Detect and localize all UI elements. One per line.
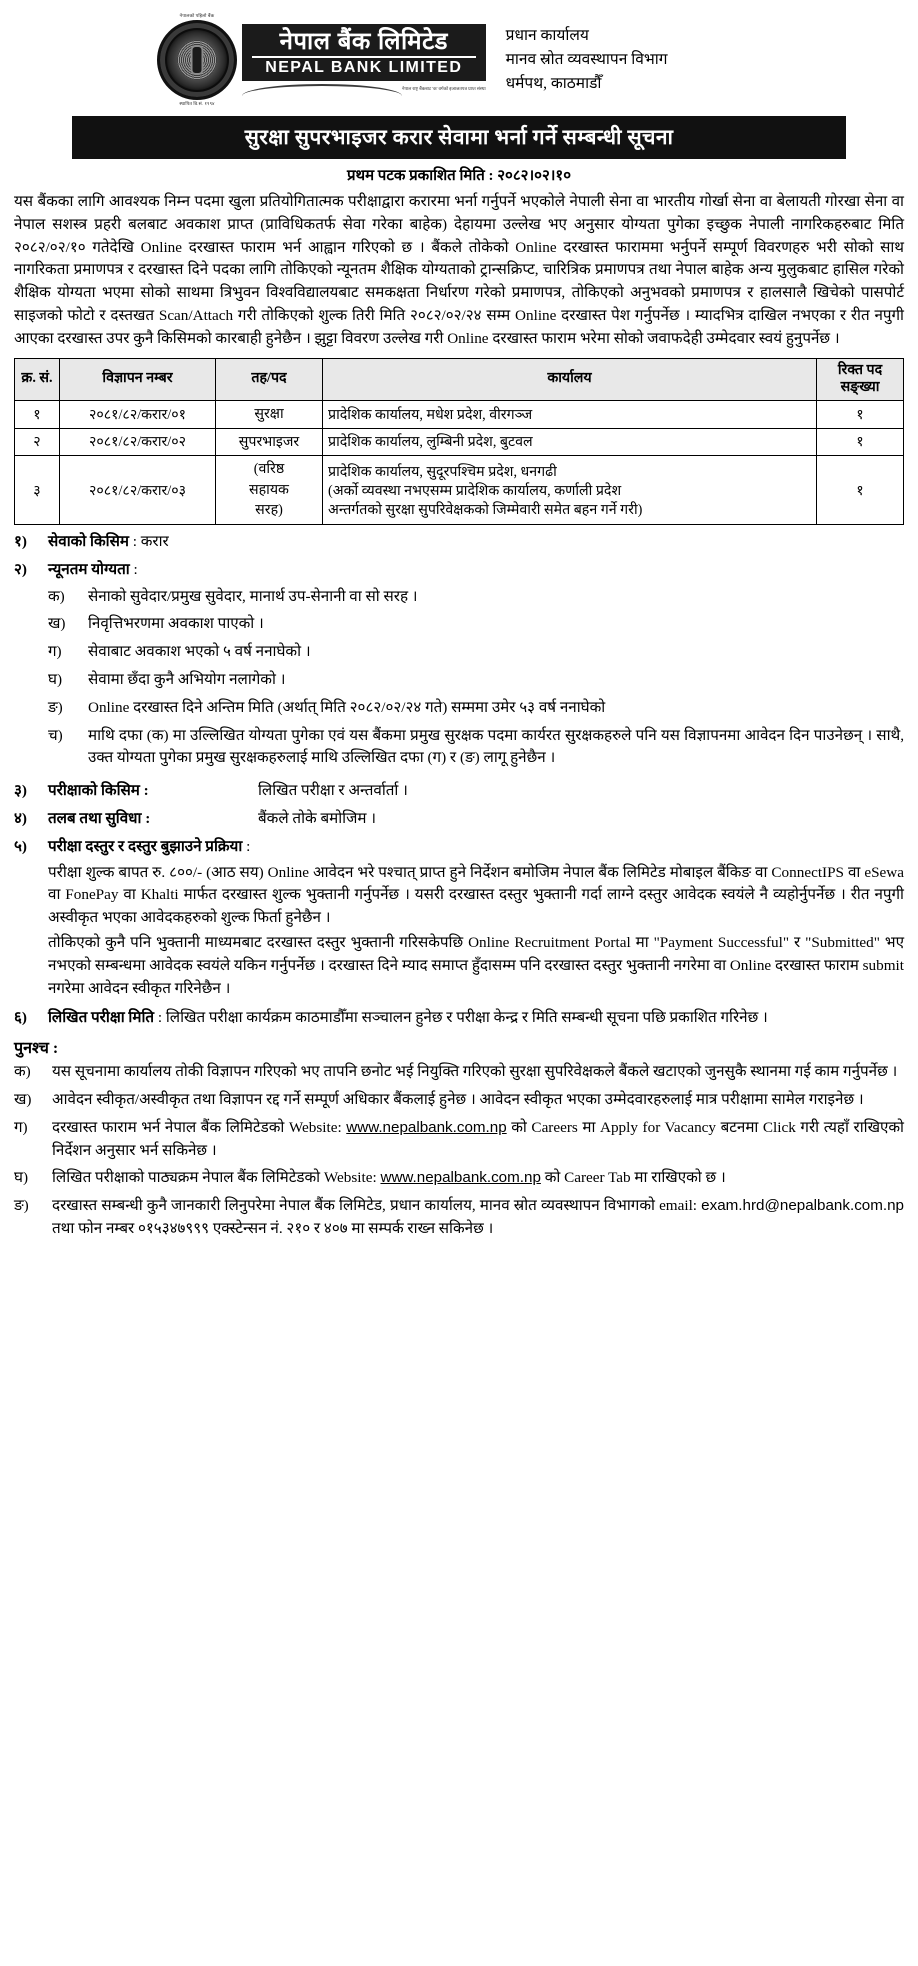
th-level-post: तह/पद bbox=[216, 358, 323, 401]
cell-post-suffix bbox=[216, 456, 323, 525]
item-body bbox=[48, 780, 904, 803]
item-body bbox=[48, 531, 904, 554]
th-office: कार्यालय bbox=[323, 358, 817, 401]
office-line-c: अन्तर्गतको सुरक्षा सुपरिवेक्षकको जिम्मेवारी समेत बहन गर्ने गरी) bbox=[328, 501, 643, 518]
postscript-list bbox=[14, 1061, 904, 1241]
wordmark-nepali: नेपाल बैंक लिमिटेड bbox=[279, 28, 449, 55]
intro-paragraph: यस बैंकका लागि आवश्यक निम्न पदमा खुला प्रतियोगितात्मक परीक्षाद्वारा करारमा भर्ना गर्नुपर्ने भएकोले नेपाली सेना वा भारतीय गोर्खा सेना वा बेलायती गोरखा सेना वा नेपाल सशस्त्र प्रहरी बलबाट अवकाश प्राप्त (प्राविधिकतर्फ सेवा गरेका बाहेक) देहायमा उल्लेख भए अनुसार योग्यता पुगेका इच्छुक नेपाली नागरिकहरुबाट मिति २०८२/०२/१० गतेदेखि Online दरखास्त फाराम भर्न आह्वान गरिएको छ । बैंकले तोकेको Online दरखास्त फाराममा भर्नुपर्ने सम्पूर्ण विवरणहरु भरी सोको साथ नागरिकता प्रमाणपत्र र दरखास्त दिने पदका लागि तोकिएको न्यूनतम शैक्षिक योग्यताको ट्रान्सक्रिप्ट, चारित्रिक प्रमाणपत्र तथा नेपाल बाहेक अन्य मुलुकबाट हासिल गरेको शैक्षिक योग्यता भएमा सोको साथमा त्रिभुवन विश्वविद्यालयबाट समकक्षता निर्धारण गरेको प्रमाणपत्र, तोकिएको अनुभवको प्रमाणपत्र र हालसालै खिचेको पासपोर्ट साइजको फोटो र दस्तखत Scan/Attach गरी तोकिएको शुल्क तिरी मिति २०८२/०२/२४ सम्म Online दरखास्त पेश गर्नुपर्नेछ । म्यादभित्र दाखिल नभएका र रीत नपुगी आएका दरखास्त उपर कुनै किसिमको कारबाही हुनेछैन । झुट्टा विवरण उल्लेख गरी Online दरखास्त फाराम भरेमा सोको जवाफदेही उम्मेदवार स्वयं हुनुपर्नेछ । bbox=[14, 193, 904, 347]
bank-logo bbox=[154, 12, 486, 108]
postscript-marker: क) bbox=[14, 1063, 31, 1081]
item-minimum-qualification bbox=[14, 559, 904, 775]
office-line-a: प्रादेशिक कार्यालय, सुदूरपश्चिम प्रदेश, धनगढी bbox=[328, 463, 557, 480]
th-vacancies: रिक्त पद सङ्ख्या bbox=[817, 358, 904, 401]
office-line-b: (अर्को व्यवस्था नभएसम्म प्रादेशिक कार्यालय, कर्णाली प्रदेश bbox=[328, 482, 622, 499]
cell-office: प्रादेशिक कार्यालय, लुम्बिनी प्रदेश, बुटवल bbox=[323, 428, 817, 456]
sub-text: सेनाको सुवेदार/प्रमुख सुवेदार, मानार्थ उप-सेनानी वा सो सरह । bbox=[88, 587, 418, 605]
cell-serial: १ bbox=[15, 401, 60, 429]
cell-serial: ३ bbox=[15, 456, 60, 525]
cell-post-line-1: सुरक्षा bbox=[216, 401, 323, 429]
item-separator: : bbox=[246, 837, 251, 855]
postscript-item bbox=[14, 1089, 904, 1112]
item-separator: : bbox=[143, 782, 149, 800]
office-line-1: प्रधान कार्यालय bbox=[505, 26, 589, 44]
logo-swoosh-icon bbox=[242, 84, 402, 96]
item-marker: २) bbox=[14, 560, 27, 578]
wordmark-english: NEPAL BANK LIMITED bbox=[265, 59, 463, 77]
cell-ad-number: २०८१/८२/करार/०३ bbox=[60, 456, 216, 525]
item-marker: ४) bbox=[14, 810, 27, 828]
wordmark-divider bbox=[252, 56, 476, 58]
item-key-wrap bbox=[48, 780, 258, 803]
item-key: परीक्षा दस्तुर र दस्तुर बुझाउने प्रक्रिया bbox=[48, 837, 243, 855]
sub-marker: च) bbox=[48, 726, 63, 744]
sub-item bbox=[48, 641, 904, 664]
item-exam-type bbox=[14, 780, 904, 803]
cell-serial: २ bbox=[15, 428, 60, 456]
item-key: परीक्षाको किसिम bbox=[48, 782, 140, 800]
text-before-link: दरखास्त फाराम भर्न नेपाल बैंक लिमिटेडको Website: bbox=[52, 1118, 347, 1136]
postscript-text bbox=[52, 1195, 904, 1241]
cell-ad-number: २०८१/८२/करार/०२ bbox=[60, 428, 216, 456]
item-value: बैंकले तोके बमोजिम । bbox=[258, 810, 377, 828]
item-separator: : bbox=[132, 533, 137, 551]
bank-wordmark bbox=[242, 24, 486, 81]
fee-paragraph-2: तोकिएको कुनै पनि भुक्तानी माध्यमबाट दरखास्त दस्तुर भुक्तानी गरिसकेपछि Online Recruitment Portal मा "Payment Successful" र "Submitted" भए नभएको सम्बन्धमा आवेदक स्वयंले यकिन गर्नुपर्नेछ । दरखास्त दिने म्याद समाप्त हुँदासम्म पनि दरखास्त दस्तुर भुक्तानी नगरेमा वा Online दरखास्त फाराम submit नगरेमा आवेदन स्वीकृत गरिनेछैन । bbox=[48, 934, 904, 997]
item-value: लिखित परीक्षा कार्यक्रम काठमाडौँमा सञ्चालन हुनेछ र परीक्षा केन्द्र र मिति सम्बन्धी सूचना पछि प्रकाशित गरिनेछ । bbox=[165, 1009, 768, 1027]
item-key: न्यूनतम योग्यता bbox=[48, 560, 130, 578]
qualification-sublist bbox=[48, 586, 904, 771]
item-salary-benefits bbox=[14, 808, 904, 831]
item-separator: : bbox=[145, 810, 151, 828]
item-service-type bbox=[14, 531, 904, 554]
table-row bbox=[15, 401, 904, 429]
item-marker: ३) bbox=[14, 782, 27, 800]
item-value: लिखित परीक्षा र अन्तर्वार्ता । bbox=[258, 782, 408, 800]
text-before-email: दरखास्त सम्बन्धी कुनै जानकारी लिनुपरेमा नेपाल बैंक लिमिटेड, प्रधान कार्यालय, मानव स्रोत व्यवस्थापन विभागको email: bbox=[52, 1197, 702, 1215]
sub-marker: ङ) bbox=[48, 698, 63, 716]
item-separator: : bbox=[157, 1009, 163, 1027]
sub-text: सेवामा छँदा कुनै अभियोग नलागेको । bbox=[88, 671, 286, 689]
fee-paragraph-1: परीक्षा शुल्क बापत रु. ८००/- (आठ सय) Online आवेदन भरे पश्चात् प्राप्त हुने निर्देशन बमोजिम नेपाल बैंक लिमिटेड मोबाइल बैंकिङ वा ConnectIPS वा eSewa वा FonePay वा Khalti मार्फत दरखास्त शुल्क भुक्तानी गर्नुपर्नेछ । यसरी दरखास्त दस्तुर भुक्तानी गर्दा लाग्ने दस्तुर आवेदक स्वयंले नै व्यहोर्नुपर्नेछ । रीत नपुगी अस्वीकृत भएका आवेदकहरुको शुल्क फिर्ता हुनेछैन । bbox=[48, 863, 904, 927]
cell-ad-number: २०८१/८२/करार/०१ bbox=[60, 401, 216, 429]
item-marker: १) bbox=[14, 533, 27, 551]
contact-email[interactable]: exam.hrd@nepalbank.com.np bbox=[701, 1197, 904, 1215]
item-key: सेवाको किसिम bbox=[48, 533, 129, 551]
table-header-row bbox=[15, 358, 904, 401]
website-link[interactable]: www.nepalbank.com.np bbox=[346, 1118, 507, 1136]
vacancy-table-head bbox=[15, 358, 904, 401]
text-after-link: को Careers मा Apply for Vacancy बटनमा Click गरी त्यहाँ राखिएको निर्देशन अनुसार भर्न सकिनेछ । bbox=[52, 1118, 904, 1159]
sub-item bbox=[48, 725, 904, 771]
cell-office bbox=[323, 456, 817, 525]
sub-text: माथि दफा (क) मा उल्लिखित योग्यता पुगेका एवं यस बैंकमा प्रमुख सुरक्षक पदमा कार्यरत सुरक्षकहरुले पनि यस विज्ञापनमा आवेदन दिन पाउनेछन् । साथै, उक्त योग्यता पुगेका प्रमुख सुरक्षकहरुलाई माथि उल्लिखित दफा (ग) र (ङ) लागू हुनेछैन । bbox=[88, 726, 904, 767]
vacancy-table bbox=[14, 358, 904, 525]
sub-text: Online दरखास्त दिने अन्तिम मिति (अर्थात् मिति २०८२/०२/२४ गते) सम्ममा उमेर ५३ वर्ष ननाघेको bbox=[88, 698, 606, 716]
postscript-marker: ङ) bbox=[14, 1197, 29, 1215]
sub-marker: क) bbox=[48, 587, 65, 605]
logo-tagline: नेपाल राष्ट्र बैंकबाट 'क' वर्गको इजाजतपत्र प्राप्त संस्था bbox=[402, 85, 486, 91]
table-row bbox=[15, 456, 904, 525]
notice-title: सुरक्षा सुपरभाइजर करार सेवामा भर्ना गर्ने सम्बन्धी सूचना bbox=[72, 116, 846, 159]
item-body bbox=[48, 559, 904, 775]
th-serial: क्र. सं. bbox=[15, 358, 60, 401]
cell-vacancies: १ bbox=[817, 428, 904, 456]
sub-text: निवृत्तिभरणमा अवकाश पाएको । bbox=[88, 615, 264, 633]
cell-vacancies: १ bbox=[817, 456, 904, 525]
th-ad-number: विज्ञापन नम्बर bbox=[60, 358, 216, 401]
item-exam-fee bbox=[14, 836, 904, 1003]
postscript-text: आवेदन स्वीकृत/अस्वीकृत तथा विज्ञापन रद्द गर्ने सम्पूर्ण अधिकार बैंकलाई हुनेछ । आवेदन स्वीकृत भएका उम्मेदवारहरुलाई मात्र परीक्षामा सामेल गराइनेछ । bbox=[52, 1090, 864, 1108]
post-line-4: सहायक bbox=[249, 481, 289, 498]
item-key: लिखित परीक्षा मिति bbox=[48, 1009, 155, 1027]
postscript-item bbox=[14, 1117, 904, 1163]
cell-post-line-2: सुपरभाइजर bbox=[216, 428, 323, 456]
postscript-heading: पुनश्च : bbox=[14, 1040, 59, 1058]
sub-text: सेवाबाट अवकाश भएको ५ वर्ष ननाघेको । bbox=[88, 643, 311, 661]
item-value: करार bbox=[140, 533, 169, 551]
postscript-item bbox=[14, 1061, 904, 1084]
sub-item bbox=[48, 669, 904, 692]
postscript-text bbox=[52, 1117, 904, 1163]
notice-items-list bbox=[14, 531, 904, 1030]
seal-top-text: नेपालको पहिलो बैंक bbox=[179, 13, 215, 18]
item-written-exam-date bbox=[14, 1007, 904, 1030]
seal-bottom-text: स्थापित वि.सं. १९९४ bbox=[179, 100, 215, 106]
sub-item bbox=[48, 613, 904, 636]
website-link[interactable]: www.nepalbank.com.np bbox=[380, 1169, 541, 1187]
postscript-item bbox=[14, 1167, 904, 1190]
item-marker: ५) bbox=[14, 837, 27, 855]
sub-marker: ग) bbox=[48, 643, 62, 661]
postscript-marker: ग) bbox=[14, 1118, 28, 1136]
item-key: तलब तथा सुविधा bbox=[48, 810, 142, 828]
postscript-text bbox=[52, 1167, 904, 1190]
item-separator: : bbox=[133, 560, 138, 578]
cell-office: प्रादेशिक कार्यालय, मधेश प्रदेश, वीरगञ्ज bbox=[323, 401, 817, 429]
postscript-marker: ख) bbox=[14, 1090, 32, 1108]
bank-seal-icon bbox=[154, 12, 240, 108]
page-header bbox=[14, 6, 904, 110]
sub-marker: ख) bbox=[48, 615, 66, 633]
publication-date: प्रथम पटक प्रकाशित मिति : २०८२।०२।१० bbox=[346, 168, 572, 184]
office-line-2: मानव स्रोत व्यवस्थापन विभाग bbox=[505, 50, 668, 68]
item-body bbox=[48, 1007, 904, 1030]
office-address bbox=[502, 24, 668, 96]
postscript-text: यस सूचनामा कार्यालय तोकी विज्ञापन गरिएको भए तापनि छनोट भई नियुक्ति गरिएको सुरक्षा सुपरिवेक्षकले बैंकले खटाएको जुनसुकै स्थानमा गई काम गर्नुपर्नेछ । bbox=[52, 1063, 898, 1081]
postscript-marker: घ) bbox=[14, 1169, 29, 1187]
postscript-item bbox=[14, 1195, 904, 1241]
text-before-link: लिखित परीक्षाको पाठ्यक्रम नेपाल बैंक लिमिटेडको Website: bbox=[52, 1169, 381, 1187]
office-line-3: धर्मपथ, काठमाडौँ bbox=[505, 75, 602, 92]
text-after-email: तथा फोन नम्बर ०१५३४७९९९ एक्स्टेन्सन नं. २१० र ४०७ मा सम्पर्क राख्न सकिनेछ । bbox=[52, 1219, 494, 1237]
sub-item bbox=[48, 586, 904, 609]
table-row bbox=[15, 428, 904, 456]
post-line-5: सरह) bbox=[255, 502, 283, 519]
sub-item bbox=[48, 697, 904, 720]
item-body bbox=[48, 836, 904, 1003]
text-after-link: को Career Tab मा राखिएको छ । bbox=[540, 1169, 726, 1187]
cell-vacancies: १ bbox=[817, 401, 904, 429]
item-body bbox=[48, 808, 904, 831]
item-marker: ६) bbox=[14, 1009, 27, 1027]
vacancy-table-body bbox=[15, 401, 904, 525]
sub-marker: घ) bbox=[48, 671, 63, 689]
item-key-wrap bbox=[48, 808, 258, 831]
post-line-3: (वरिष्ठ bbox=[253, 461, 285, 478]
